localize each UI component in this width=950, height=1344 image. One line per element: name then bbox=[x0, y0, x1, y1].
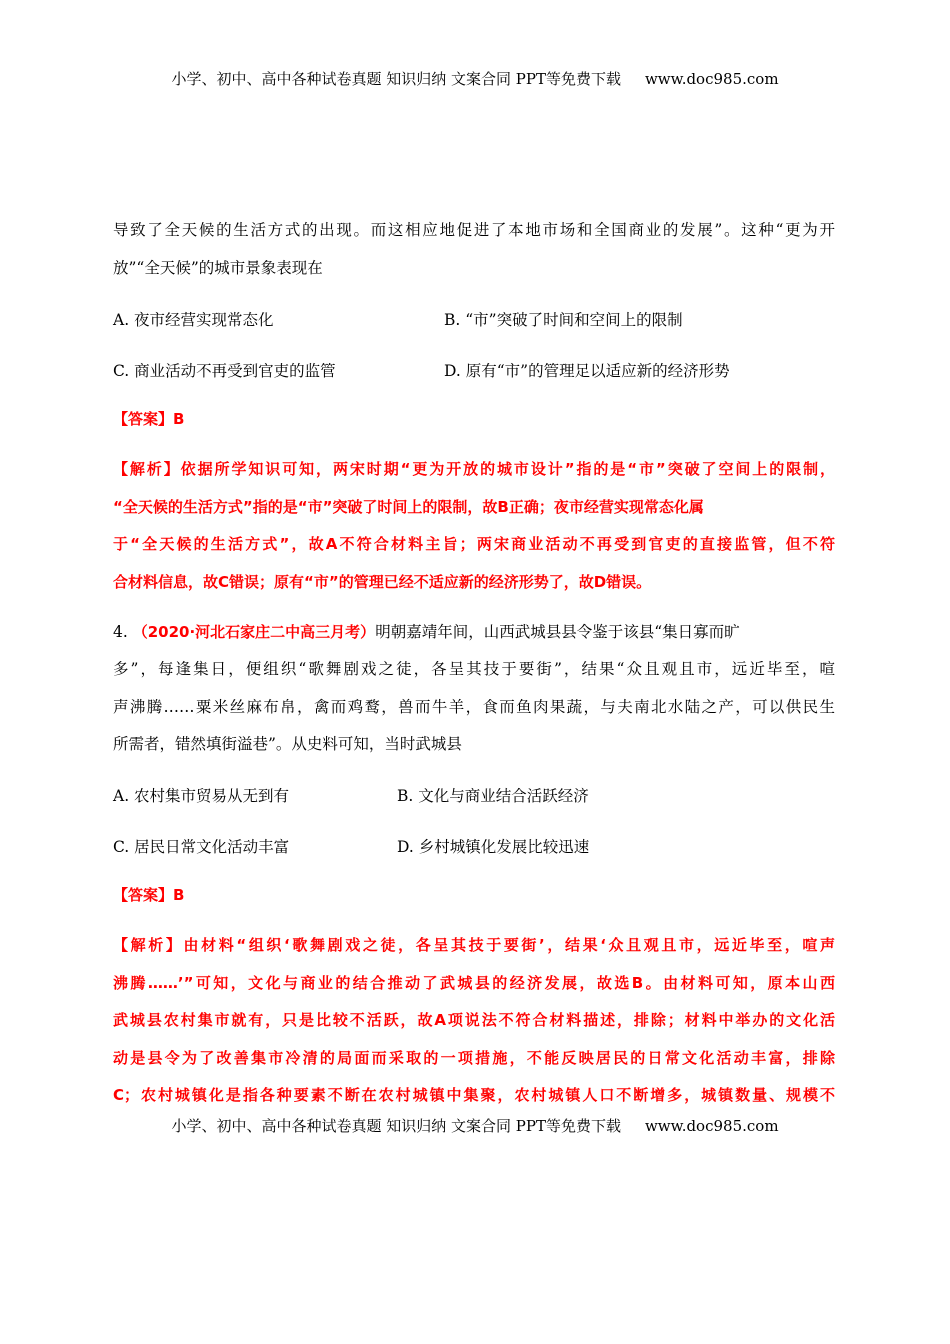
q4-source: （2020·河北石家庄二中高三月考） bbox=[132, 623, 376, 641]
q3-option-b: B. “市”突破了时间和空间上的限制 bbox=[444, 311, 683, 329]
q3-answer: 【答案】B bbox=[113, 410, 185, 428]
q4-text-line: 多”，每逢集日，便组织“歌舞剧戏之徒，各呈其技于要街”，结果“众且观且市，远近毕至，喧 bbox=[113, 660, 835, 678]
q4-option-d: D. 乡村城镇化发展比较迅速 bbox=[397, 838, 590, 856]
q3-option-d: D. 原有“市”的管理足以适应新的经济形势 bbox=[444, 362, 730, 380]
q4-text: 明朝嘉靖年间，山西武城县县令鉴于该县“集日寡而旷 bbox=[375, 623, 740, 641]
footer-url[interactable]: www.doc985.com bbox=[644, 1117, 779, 1135]
header-url[interactable]: www.doc985.com bbox=[644, 70, 779, 88]
q3-analysis-line: 合材料信息，故C错误；原有“市”的管理已经不适应新的经济形势了，故D错误。 bbox=[113, 573, 652, 591]
q3-analysis-line: 于“全天候的生活方式”，故A不符合材料主旨；两宋商业活动不再受到官吏的直接监管，但不符 bbox=[113, 535, 835, 553]
q4-text-line: 所需者，错然填街溢巷”。从史料可知，当时武城县 bbox=[113, 735, 462, 753]
q4-analysis-line: 动是县令为了改善集市冷清的局面而采取的一项措施，不能反映居民的日常文化活动丰富，排除 bbox=[113, 1049, 835, 1067]
q3-text-line: 放”“全天候”的城市景象表现在 bbox=[113, 259, 323, 277]
header-text: 小学、初中、高中各种试卷真题 知识归纳 文案合同 PPT等免费下载 bbox=[171, 70, 621, 88]
q4-answer: 【答案】B bbox=[113, 886, 185, 904]
q4-option-b: B. 文化与商业结合活跃经济 bbox=[397, 787, 589, 805]
page-header bbox=[0, 68, 950, 89]
page-footer bbox=[0, 1115, 950, 1136]
q4-analysis-line: C；农村城镇化是指各种要素不断在农村城镇中集聚，农村城镇人口不断增多，城镇数量、规模不 bbox=[113, 1086, 835, 1104]
q4-option-a: A. 农村集市贸易从无到有 bbox=[113, 787, 290, 805]
q4-analysis-line: 【解析】由材料“组织‘歌舞剧戏之徒，各呈其技于要街’，结果‘众且观且市，远近毕至，喧声 bbox=[113, 936, 835, 954]
q3-analysis-line: “全天候的生活方式”指的是“市”突破了时间上的限制，故B正确；夜市经营实现常态化属 bbox=[113, 498, 704, 516]
q4-analysis-line: 沸腾……’”可知，文化与商业的结合推动了武城县的经济发展，故选B。由材料可知，原本山西 bbox=[113, 974, 835, 992]
q3-option-c: C. 商业活动不再受到官吏的监管 bbox=[113, 362, 336, 380]
q4-text-line: 声沸腾……粟米丝麻布帛，禽而鸡鹜，兽而牛羊，食而鱼肉果蔬，与夫南北水陆之产，可以供民生 bbox=[113, 698, 835, 716]
q3-option-a: A. 夜市经营实现常态化 bbox=[113, 311, 274, 329]
footer-text: 小学、初中、高中各种试卷真题 知识归纳 文案合同 PPT等免费下载 bbox=[171, 1117, 621, 1135]
q4-option-c: C. 居民日常文化活动丰富 bbox=[113, 838, 290, 856]
q3-text-line: 导致了全天候的生活方式的出现。而这相应地促进了本地市场和全国商业的发展”。这种“更为开 bbox=[113, 221, 835, 239]
q4-number: 4. bbox=[113, 623, 128, 641]
q4-first-line bbox=[113, 622, 740, 642]
q3-analysis-line: 【解析】依据所学知识可知，两宋时期“更为开放的城市设计”指的是“市”突破了空间上的限制， bbox=[113, 460, 835, 478]
q4-analysis-line: 武城县农村集市就有，只是比较不活跃，故A项说法不符合材料描述，排除；材料中举办的文化活 bbox=[113, 1011, 835, 1029]
